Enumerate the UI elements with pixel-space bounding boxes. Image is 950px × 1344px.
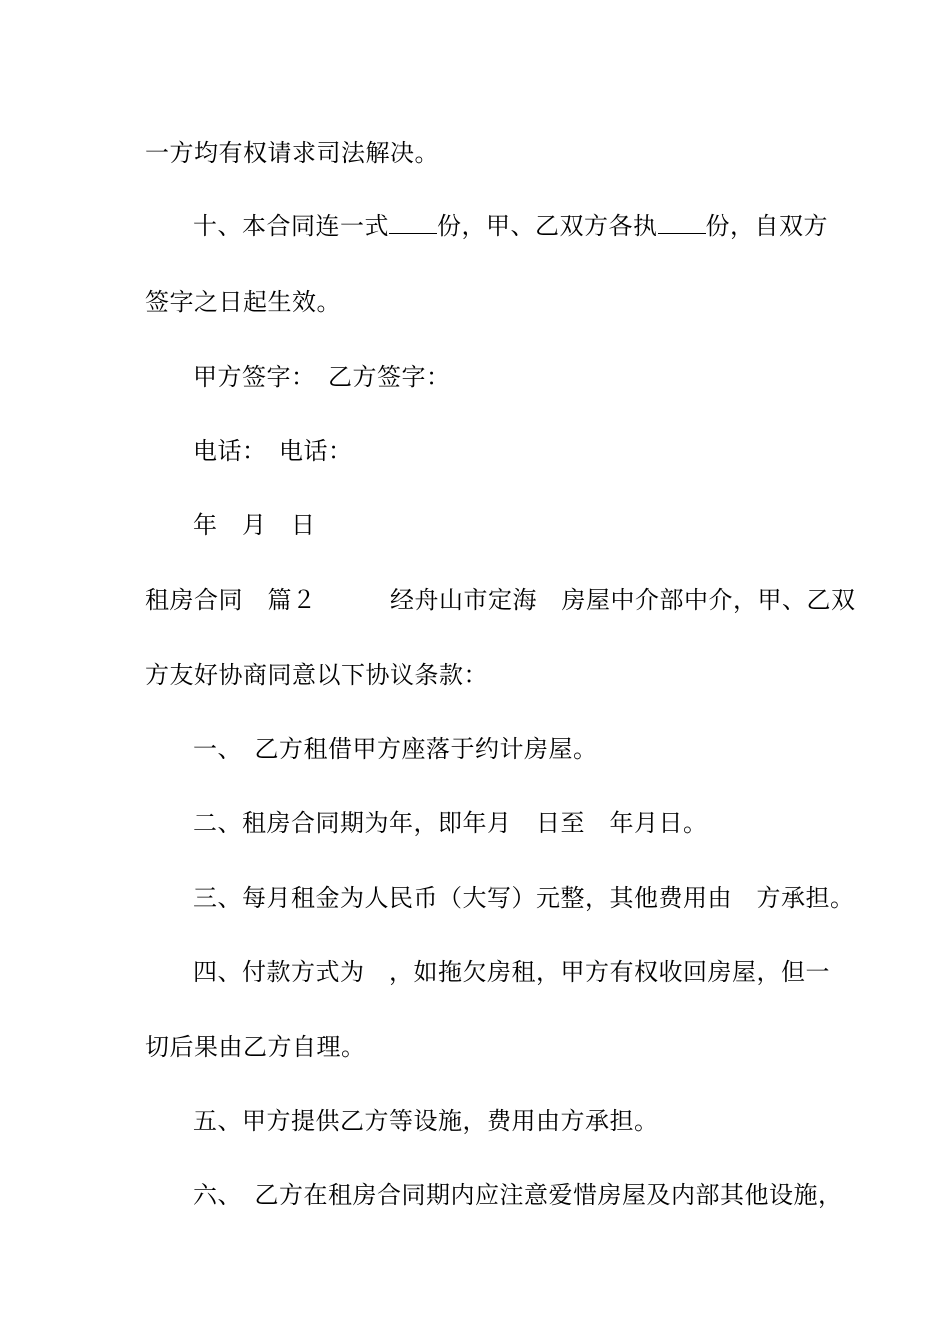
text-run: 五、甲方提供乙方等设施，费用由方承担。 [193,1107,659,1135]
text-run: 六、 乙方在租房合同期内应注意爱惜房屋及内部其他设施， [193,1181,843,1209]
paragraph-line [145,138,439,168]
text-run: 甲方签字： 乙方签字： [193,363,451,391]
clause-1 [193,734,598,764]
text-run: 十、本合同连一式 [193,212,389,240]
text-run: 方友好协商同意以下协议条款： [145,661,488,689]
text-run: 二、租房合同期为年，即年月 日至 年月日。 [193,809,708,837]
text-run: 电话： 电话： [193,437,353,465]
phone-line [193,436,353,466]
clause-2 [193,808,708,838]
text-run: 三、每月租金为人民币（大写）元整，其他费用由 方承担。 [193,884,855,912]
text-run: 一、 乙方租借甲方座落于约计房屋。 [193,735,598,763]
clause-6 [193,1180,843,1210]
text-run: 签字之日起生效。 [145,288,341,316]
text-run: 切后果由乙方自理。 [145,1033,366,1061]
date-line [193,510,316,540]
text-run: 一方均有权请求司法解决。 [145,139,439,167]
paragraph-clause-10 [193,211,828,241]
paragraph-line [145,1032,366,1062]
section-heading-line [145,585,856,615]
paragraph-line [145,660,488,690]
signature-line [193,362,451,392]
text-run: 份，自双方 [705,212,828,240]
text-run: 租房合同 篇２ 经舟山市定海 房屋中介部中介，甲、乙双 [145,586,856,614]
clause-3 [193,883,855,913]
paragraph-line [145,287,341,317]
fill-in-blank [389,211,437,234]
clause-5 [193,1106,659,1136]
text-run: 份，甲、乙双方各执 [437,212,658,240]
text-run: 年 月 日 [193,511,316,539]
text-run: 四、付款方式为 ，如拖欠房租，甲方有权收回房屋，但一 [193,958,830,986]
fill-in-blank [658,211,706,234]
clause-4 [193,957,830,987]
